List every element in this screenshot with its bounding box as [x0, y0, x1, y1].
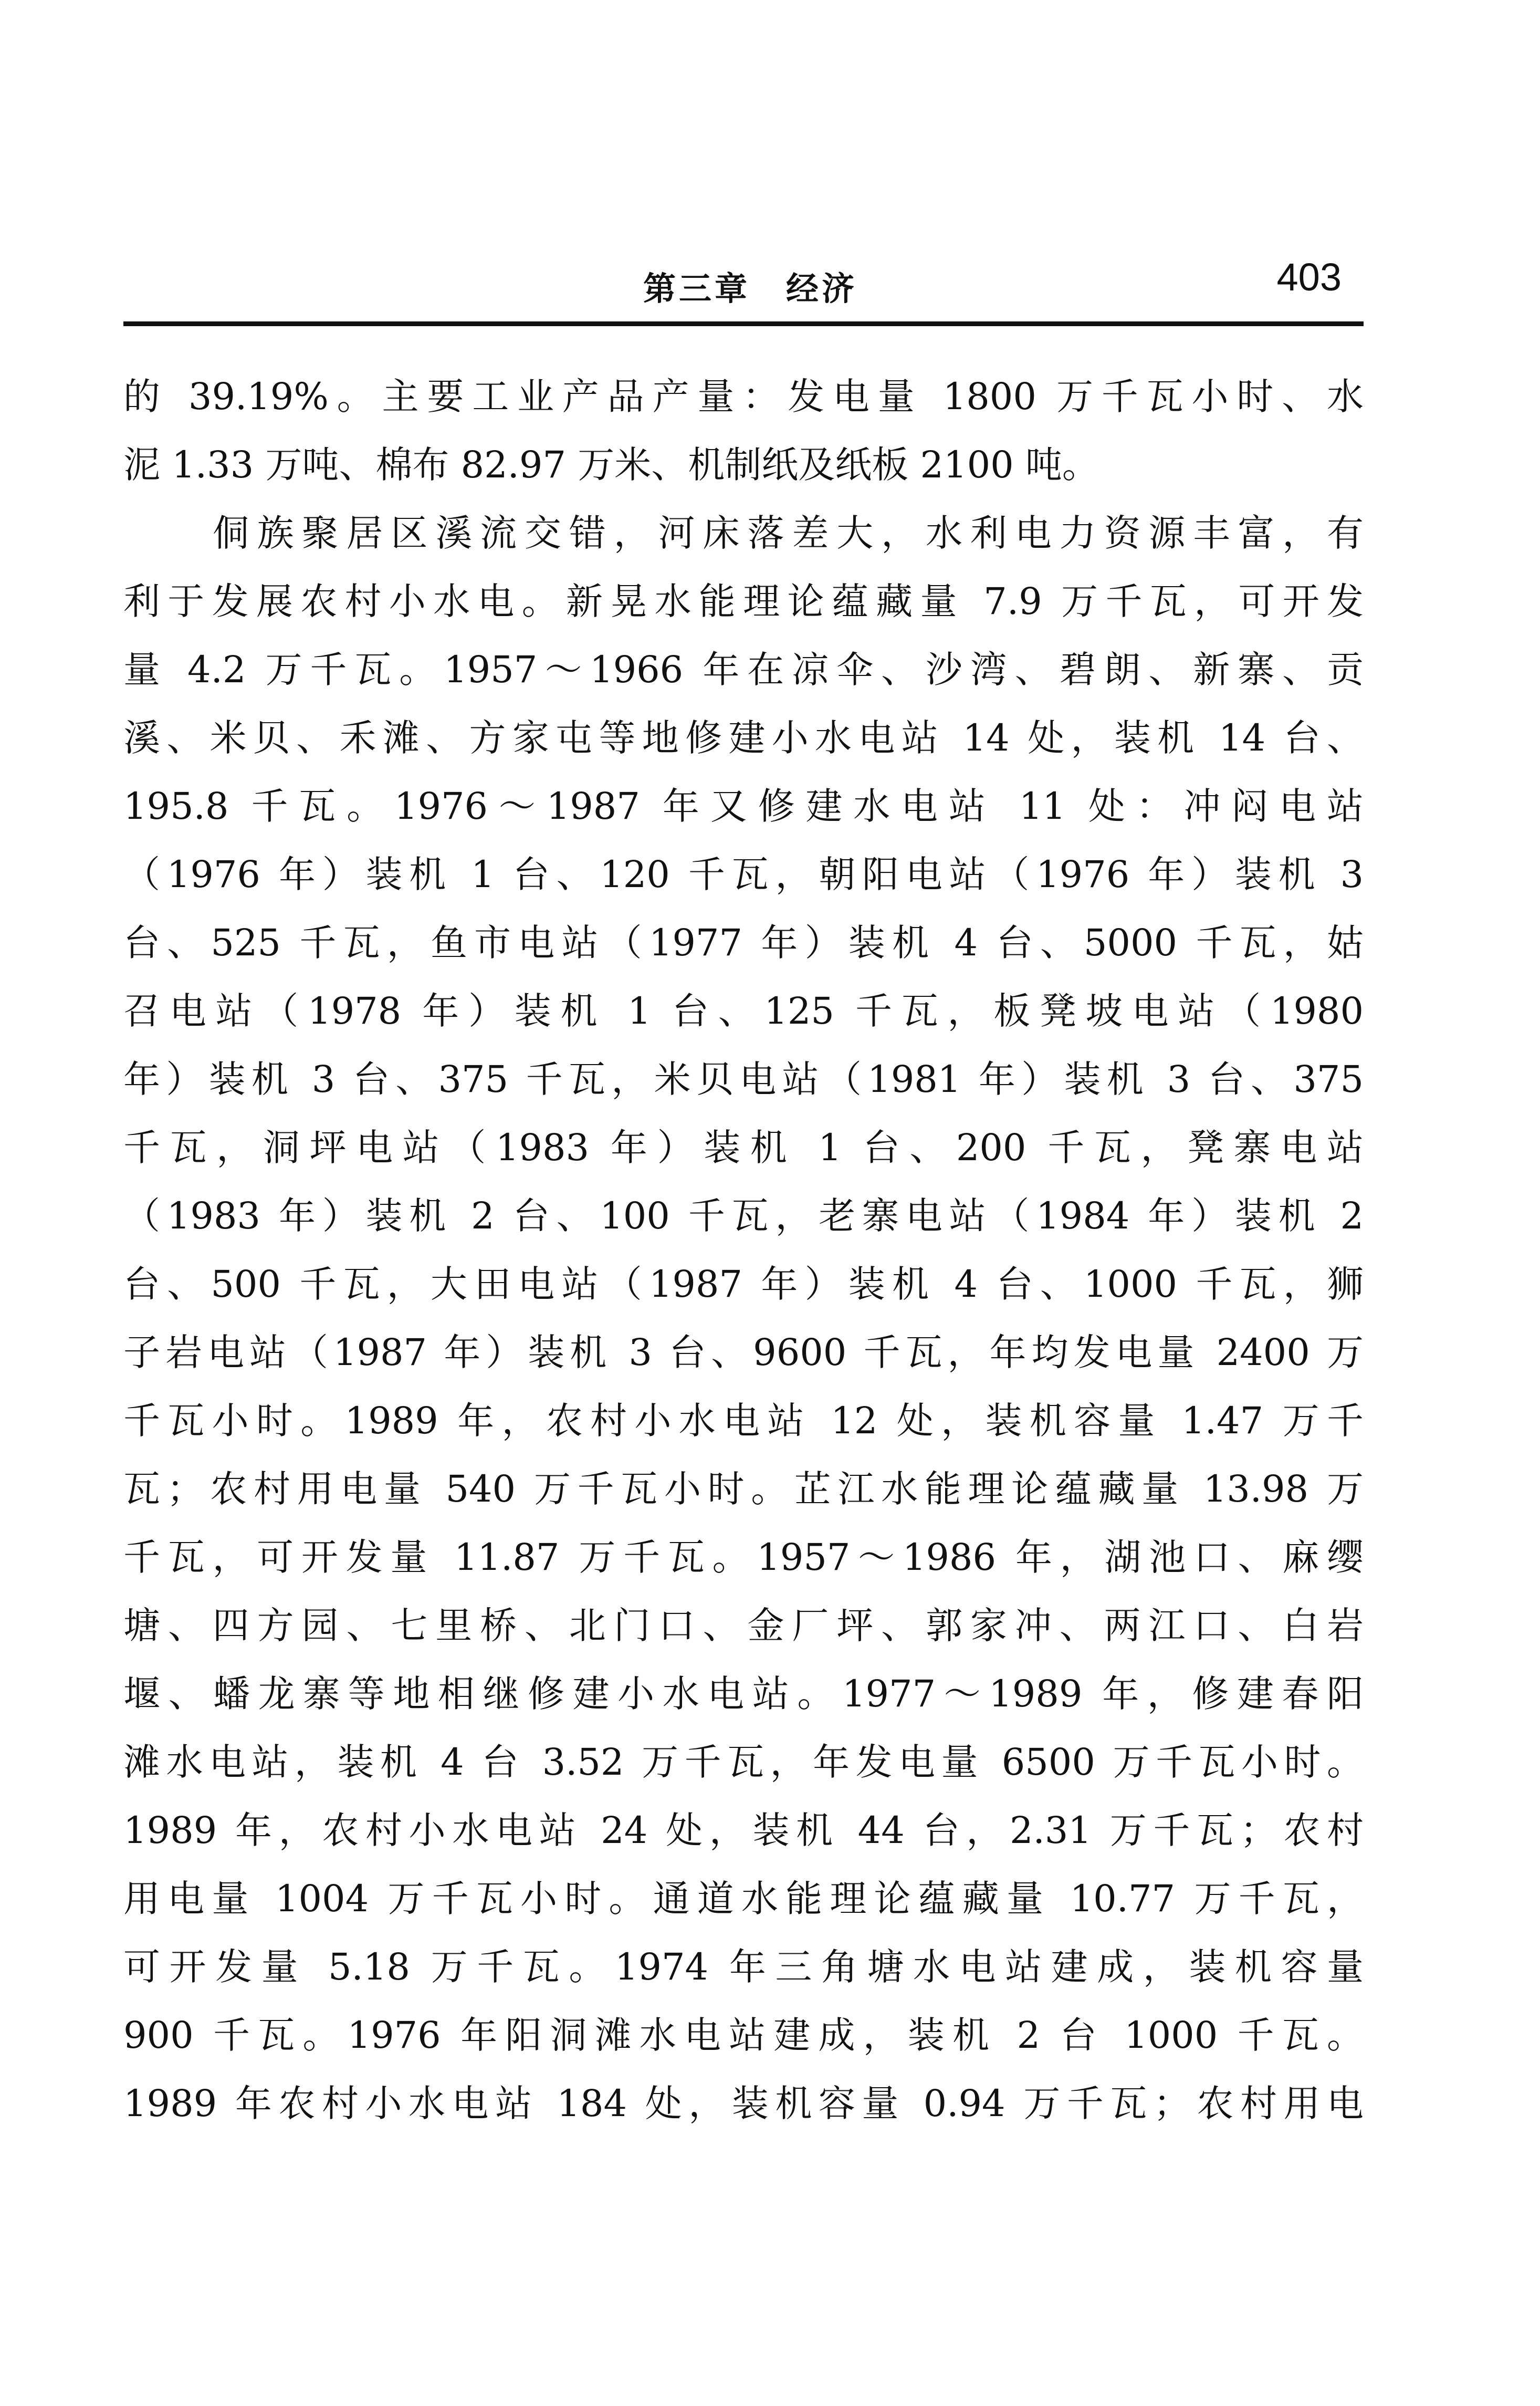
- text-line: 召电站（1978 年）装机 1 台、125 千瓦，板凳坡电站（1980: [123, 990, 1364, 1033]
- text-line: 侗族聚居区溪流交错，河床落差大，水利电力资源丰富，有: [123, 512, 1364, 555]
- text-line: 用电量 1004 万千瓦小时。通道水能理论蕴藏量 10.77 万千瓦，: [123, 1877, 1364, 1920]
- text-line: 900 千瓦。1976 年阳洞滩水电站建成，装机 2 台 1000 千瓦。: [123, 2014, 1364, 2057]
- page-number: 403: [1276, 255, 1342, 299]
- text-line: 1989 年农村小水电站 184 处，装机容量 0.94 万千瓦；农村用电: [123, 2082, 1364, 2125]
- text-line: （1976 年）装机 1 台、120 千瓦，朝阳电站（1976 年）装机 3: [123, 853, 1364, 896]
- text-line: 泥 1.33 万吨、棉布 82.97 万米、机制纸及纸板 2100 吨。: [123, 443, 1099, 486]
- text-line: （1983 年）装机 2 台、100 千瓦，老寨电站（1984 年）装机 2: [123, 1194, 1364, 1237]
- text-line: 年）装机 3 台、375 千瓦，米贝电站（1981 年）装机 3 台、375: [123, 1058, 1364, 1101]
- text-line: 量 4.2 万千瓦。1957～1966 年在凉伞、沙湾、碧朗、新寨、贡: [123, 648, 1364, 691]
- text-line: 利于发展农村小水电。新晃水能理论蕴藏量 7.9 万千瓦，可开发: [123, 580, 1364, 623]
- text-line: 可开发量 5.18 万千瓦。1974 年三角塘水电站建成，装机容量: [123, 1945, 1364, 1988]
- text-line: 塘、四方园、七里桥、北门口、金厂坪、郭家冲、两江口、白岩: [123, 1604, 1364, 1647]
- chapter-title: 第三章 经济: [643, 269, 858, 308]
- text-line: 溪、米贝、禾滩、方家屯等地修建小水电站 14 处，装机 14 台、: [123, 716, 1364, 759]
- running-header: [123, 252, 1363, 310]
- text-line: 堰、蟠龙寨等地相继修建小水电站。1977～1989 年，修建春阳: [123, 1672, 1364, 1715]
- text-line: 1989 年，农村小水电站 24 处，装机 44 台，2.31 万千瓦；农村: [123, 1809, 1364, 1852]
- text-line: 台、500 千瓦，大田电站（1987 年）装机 4 台、1000 千瓦，狮: [123, 1263, 1364, 1306]
- text-line: 的 39.19%。主要工业产品产量：发电量 1800 万千瓦小时、水: [123, 375, 1364, 418]
- text-line: 195.8 千瓦。1976～1987 年又修建水电站 11 处：冲闷电站: [123, 785, 1364, 828]
- text-line: 千瓦，可开发量 11.87 万千瓦。1957～1986 年，湖池口、麻缨: [123, 1536, 1364, 1579]
- text-line: 千瓦，洞坪电站（1983 年）装机 1 台、200 千瓦，凳寨电站: [123, 1126, 1364, 1169]
- text-line: 台、525 千瓦，鱼市电站（1977 年）装机 4 台、5000 千瓦，姑: [123, 921, 1364, 964]
- header-rule: [123, 321, 1364, 326]
- text-line: 瓦；农村用电量 540 万千瓦小时。芷江水能理论蕴藏量 13.98 万: [123, 1467, 1364, 1511]
- text-line: 子岩电站（1987 年）装机 3 台、9600 千瓦，年均发电量 2400 万: [123, 1331, 1364, 1374]
- text-line: 滩水电站，装机 4 台 3.52 万千瓦，年发电量 6500 万千瓦小时。: [123, 1741, 1364, 1784]
- text-line: 千瓦小时。1989 年，农村小水电站 12 处，装机容量 1.47 万千: [123, 1399, 1364, 1442]
- body-text: [123, 362, 1364, 2138]
